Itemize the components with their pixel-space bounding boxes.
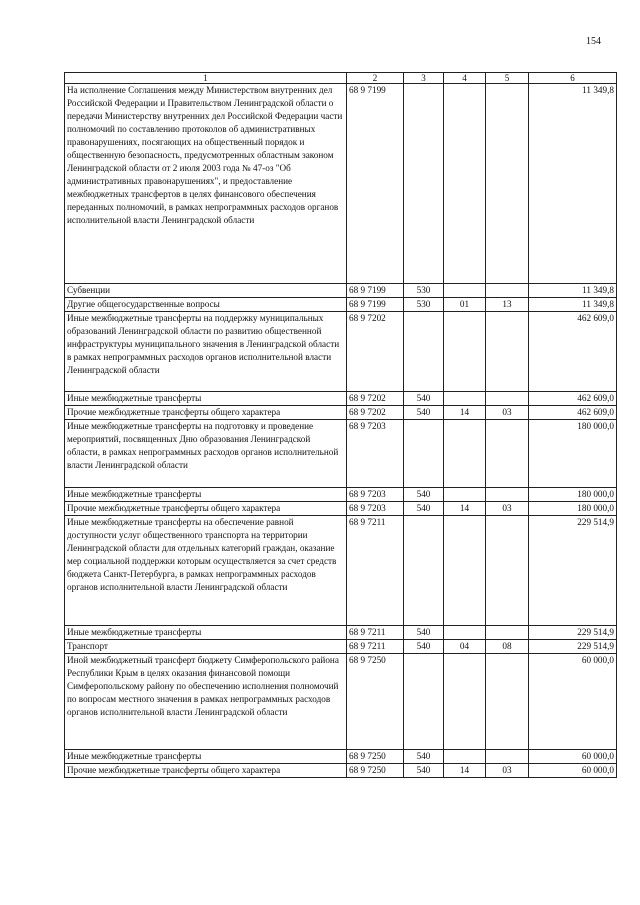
table-row xyxy=(65,420,617,488)
table-row xyxy=(65,406,617,420)
row-sum: 462 609,0 xyxy=(529,392,617,406)
table-row xyxy=(65,750,617,764)
row-sum: 180 000,0 xyxy=(529,502,617,516)
table-row xyxy=(65,84,617,284)
column-header: 2 xyxy=(347,73,404,84)
row-rz xyxy=(444,284,486,298)
row-vr: 540 xyxy=(404,392,444,406)
row-vr: 540 xyxy=(404,502,444,516)
row-vr: 540 xyxy=(404,488,444,502)
row-name: Иные межбюджетные трансферты на подготовку и проведение мероприятий, посвященных Дню образования Ленинградской области, в рамках непрограммных расходов органов исполнительной власти Ленинградской области xyxy=(65,420,347,488)
row-sum: 60 000,0 xyxy=(529,750,617,764)
row-code: 68 9 7250 xyxy=(347,654,404,750)
row-code: 68 9 7202 xyxy=(347,312,404,392)
row-rz xyxy=(444,516,486,626)
row-vr: 540 xyxy=(404,640,444,654)
row-rz xyxy=(444,392,486,406)
row-vr: 540 xyxy=(404,764,444,778)
row-name: Иной межбюджетный трансферт бюджету Симферопольского района Республики Крым в целях оказания финансовой помощи Симферопольскому району по обеспечению исполнения полномочий по вопросам местного значения в рамках непрограммных расходов органов исполнительной власти Ленинградской области xyxy=(65,654,347,750)
row-pr xyxy=(486,420,529,488)
row-code: 68 9 7202 xyxy=(347,406,404,420)
table-row xyxy=(65,764,617,778)
row-vr: 530 xyxy=(404,298,444,312)
page-number: 154 xyxy=(586,36,601,47)
row-code: 68 9 7211 xyxy=(347,626,404,640)
budget-table xyxy=(64,72,617,778)
table-row xyxy=(65,516,617,626)
row-code: 68 9 7199 xyxy=(347,84,404,284)
row-sum: 11 349,8 xyxy=(529,298,617,312)
row-name: Иные межбюджетные трансферты на обеспечение равной доступности услуг общественного транспорта на территории Ленинградской области для отдельных категорий граждан, оказание мер социальной поддержки которым осуществляется за счет средств бюджета Санкт-Петербурга, в рамках непрограммных расходов органов исполнительной власти Ленинградской области xyxy=(65,516,347,626)
table-header-row xyxy=(65,73,617,84)
row-name: Прочие межбюджетные трансферты общего характера xyxy=(65,502,347,516)
row-sum: 180 000,0 xyxy=(529,488,617,502)
row-name: Иные межбюджетные трансферты на поддержку муниципальных образований Ленинградской области по развитию общественной инфраструктуры муниципального значения в Ленинградской области в рамках непрограммных расходов органов исполнительной власти Ленинградской области xyxy=(65,312,347,392)
row-sum: 180 000,0 xyxy=(529,420,617,488)
row-rz: 04 xyxy=(444,640,486,654)
row-pr xyxy=(486,654,529,750)
row-pr xyxy=(486,392,529,406)
row-name: Прочие межбюджетные трансферты общего характера xyxy=(65,406,347,420)
row-code: 68 9 7199 xyxy=(347,284,404,298)
row-code: 68 9 7211 xyxy=(347,640,404,654)
row-sum: 229 514,9 xyxy=(529,640,617,654)
row-pr: 13 xyxy=(486,298,529,312)
row-vr: 540 xyxy=(404,626,444,640)
row-rz: 14 xyxy=(444,764,486,778)
column-header: 3 xyxy=(404,73,444,84)
row-sum: 462 609,0 xyxy=(529,312,617,392)
row-pr xyxy=(486,284,529,298)
row-rz xyxy=(444,626,486,640)
row-vr xyxy=(404,420,444,488)
row-name: Другие общегосударственные вопросы xyxy=(65,298,347,312)
row-pr xyxy=(486,312,529,392)
row-rz: 14 xyxy=(444,406,486,420)
row-sum: 60 000,0 xyxy=(529,654,617,750)
row-code: 68 9 7203 xyxy=(347,420,404,488)
table-row xyxy=(65,626,617,640)
row-code: 68 9 7211 xyxy=(347,516,404,626)
row-pr: 03 xyxy=(486,406,529,420)
table-row xyxy=(65,298,617,312)
row-pr xyxy=(486,626,529,640)
row-vr xyxy=(404,312,444,392)
row-code: 68 9 7203 xyxy=(347,488,404,502)
row-code: 68 9 7250 xyxy=(347,764,404,778)
row-rz xyxy=(444,750,486,764)
row-code: 68 9 7199 xyxy=(347,298,404,312)
column-header: 4 xyxy=(444,73,486,84)
row-sum: 462 609,0 xyxy=(529,406,617,420)
row-name: Иные межбюджетные трансферты xyxy=(65,392,347,406)
row-name: Прочие межбюджетные трансферты общего характера xyxy=(65,764,347,778)
row-pr: 08 xyxy=(486,640,529,654)
row-sum: 60 000,0 xyxy=(529,764,617,778)
row-rz: 01 xyxy=(444,298,486,312)
column-header: 6 xyxy=(529,73,617,84)
row-rz xyxy=(444,654,486,750)
table-row xyxy=(65,502,617,516)
row-pr xyxy=(486,84,529,284)
row-rz xyxy=(444,420,486,488)
row-name: Иные межбюджетные трансферты xyxy=(65,488,347,502)
row-vr xyxy=(404,516,444,626)
column-header: 5 xyxy=(486,73,529,84)
row-name: На исполнение Соглашения между Министерством внутренних дел Российской Федерации и Правительством Ленинградской области о передачи Министерству внутренних дел Российской Федерации части полномочий по составлению протоколов об административных правонарушениях, посягающих на общественный порядок и общественную безопасность, предусмотренных областным законом Ленинградской области от 2 июля 2003 года № 47-оз "Об административных правонарушениях", и предоставление межбюджетных трансфертов в целях финансового обеспечения переданных полномочий, в рамках непрограммных расходов органов исполнительной власти Ленинградской области xyxy=(65,84,347,284)
row-rz: 14 xyxy=(444,502,486,516)
row-vr: 530 xyxy=(404,284,444,298)
table-row xyxy=(65,640,617,654)
row-pr: 03 xyxy=(486,502,529,516)
table-row xyxy=(65,312,617,392)
row-pr xyxy=(486,750,529,764)
row-name: Транспорт xyxy=(65,640,347,654)
row-sum: 229 514,9 xyxy=(529,626,617,640)
row-code: 68 9 7202 xyxy=(347,392,404,406)
row-vr xyxy=(404,654,444,750)
row-rz xyxy=(444,84,486,284)
table-row xyxy=(65,488,617,502)
row-name: Иные межбюджетные трансферты xyxy=(65,626,347,640)
row-pr xyxy=(486,516,529,626)
row-pr: 03 xyxy=(486,764,529,778)
row-sum: 11 349,8 xyxy=(529,84,617,284)
row-vr: 540 xyxy=(404,406,444,420)
row-rz xyxy=(444,488,486,502)
row-vr xyxy=(404,84,444,284)
row-name: Иные межбюджетные трансферты xyxy=(65,750,347,764)
row-code: 68 9 7250 xyxy=(347,750,404,764)
row-sum: 229 514,9 xyxy=(529,516,617,626)
column-header: 1 xyxy=(65,73,347,84)
row-name: Субвенции xyxy=(65,284,347,298)
row-vr: 540 xyxy=(404,750,444,764)
row-code: 68 9 7203 xyxy=(347,502,404,516)
table-row xyxy=(65,284,617,298)
row-pr xyxy=(486,488,529,502)
row-rz xyxy=(444,312,486,392)
row-sum: 11 349,8 xyxy=(529,284,617,298)
table-row xyxy=(65,392,617,406)
table-row xyxy=(65,654,617,750)
